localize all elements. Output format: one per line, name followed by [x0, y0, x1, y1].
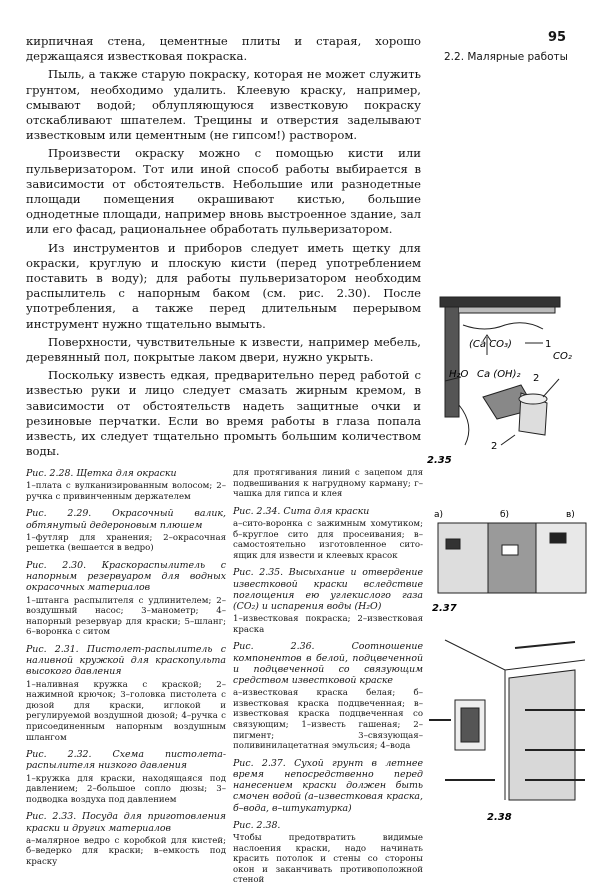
formula-h2o: H₂O: [449, 369, 469, 380]
captions-column-left: [26, 468, 226, 874]
caption-fig-2-30: Рис. 2.30. Краскораспылитель с напорным резервуаром для водных окрасочных материалов 1–штанга распылителя с удлинителем; 2–воздушный насос; 3–манометр; 4–напорный резервуар для краски; 5–шланг; 6–воронка с ситом: [26, 559, 226, 638]
figure-2-35: [425, 285, 595, 470]
caption-fig-2-34: Рис. 2.34. Сита для краски а–сито-воронка с зажимным хомутиком; б–круглое сито для просеивания; в–самостоятельно изготовленное сито-ящик для извести и клеевых красок: [233, 505, 423, 561]
caption-fig-2-28: Рис. 2.28. Щетка для окраски 1–плата с вулканизированным волосом; 2–ручка с привинченным держателем: [26, 468, 226, 502]
panel-c-block: [550, 533, 566, 543]
caption-fig-2-38: Рис. 2.38. Чтобы предотвратить видимые наслоения краски, надо начинать красить потолок и стены со стороны окон и заканчивать противоположной стеной: [233, 819, 423, 886]
arrow-ceiling: [515, 642, 575, 648]
figure-label-2-35: 2.35: [427, 455, 452, 466]
paragraph: Поскольку известь едкая, предварительно перед работой с известью руки и лицо следует смазать жирным кремом, в зависимости от обстоятельств надеть защитные очки и резиновые перчатки. Если во время работы в глаза попала известь, их следует тщательно промыть большим количеством воды.: [26, 368, 421, 459]
panel-label-c: в): [566, 510, 575, 520]
figure-label-2-37: 2.37: [432, 603, 457, 614]
room-drawing: [429, 640, 585, 800]
panel-label-b: б): [500, 510, 510, 520]
panel-a-block: [446, 539, 460, 549]
figure-label-2-38: 2.38: [487, 812, 512, 823]
caption-fig-2-33-cont: для протягивания линий с зацепом для подвешивания к нагрудному карману; г–чашка для гипса и клея: [233, 468, 423, 500]
captions-column-right: [233, 468, 423, 892]
figure-2-38: [425, 630, 595, 825]
panel-label-a: а): [434, 510, 444, 520]
wall-panels: [438, 523, 586, 593]
window-pane: [461, 708, 479, 742]
caption-fig-2-29: Рис. 2.29. Окрасочный валик, обтянутый дедероновым плюшем 1–футляр для хранения; 2–окрасочная решетка (вешается в ведро): [26, 508, 226, 554]
formula-caoh2: Ca (OH)₂: [477, 369, 521, 380]
paragraph: Пыль, а также старую покраску, которая не может служить грунтом, необходимо удалить. Клеевую краску, например, смывают водой; облупляющуюся известковую покраску отскабливают шпателем. Трещины и отверстия заделывают известковым или цементным (не гипсом!) раствором.: [26, 67, 421, 143]
panel-b-wall: [488, 523, 536, 593]
paragraph: Поверхности, чувствительные к извести, например мебель, деревянный пол, покрытые лаком двери, нужно укрыть.: [26, 334, 421, 365]
caption-fig-2-31: Рис. 2.31. Пистолет-распылитель с наливной кружкой для краскопульта высокого давления 1–наливная кружка с краской; 2–нажимной крючок; 3–головка пистолета с дюзой для краски, иглокой и регулируемой воздушной дюзой; 4–ручка с присоединенным напорным воздушным шлангом: [26, 643, 226, 743]
caption-fig-2-33: Рис. 2.33. Посуда для приготовления краски и других материалов а–малярное ведро с коробкой для кистей; б–ведерко для краски; в–емкость под краску: [26, 811, 226, 867]
caption-fig-2-37: Рис. 2.37. Сухой грунт в летнее время непосредственно перед нанесением краски должен быть смочен водой (а–известковая краска, б–вода, в–штукатурка): [233, 757, 423, 814]
formula-co2: CO₂: [553, 351, 572, 362]
page-number: 95: [548, 30, 567, 45]
paragraph: Произвести окраску можно с помощью кисти или пульверизатором. Тот или иной способ работы выбирается в зависимости от обстоятельств. Небольшие или разнодетные площади помещения окрашивают кистью, большие однодетные площади, например вновь выстроенное здание, зал или его фасад, рациональнее обработать пульверизатором.: [26, 146, 421, 237]
body-text: [26, 34, 421, 462]
paint-layer: [459, 307, 555, 313]
wall-edge: [459, 405, 469, 445]
wall-section: [445, 307, 459, 417]
ceiling-slab: [440, 297, 560, 307]
figure-2-37: [430, 505, 595, 615]
marker-1: 1: [545, 339, 552, 350]
caption-fig-2-35: Рис. 2.35. Высыхание и отвердение известковой краски вследствие поглощения ею углекислого газа (CO₂) и испарения воды (H₂O) 1–известковая покраска; 2–известковая краска: [233, 567, 423, 635]
marker-2-bottom: 2: [491, 441, 498, 452]
stick: [543, 379, 559, 397]
section-header: 2.2. Малярные работы: [444, 51, 568, 63]
paragraph: Из инструментов и приборов следует иметь щетку для окраски, круглую и плоскую кисти (перед употреблением поставить в воду); для работы пульверизатором необходим распылитель с напорным баком (см. рис. 2.30). После употребления, а также перед длительным перерывом инструмент нужно тщательно вымыть.: [26, 240, 421, 331]
marker-2-top: 2: [533, 373, 540, 384]
air-curve: [463, 323, 543, 329]
caption-fig-2-32: Рис. 2.32. Схема пистолета-распылителя низкого давления 1–кружка для краски, находящаяся под давлением; 2–большое сопло дюзы; 3–подводка воздуха под давлением: [26, 749, 226, 805]
panel-b-block: [502, 545, 518, 555]
formula-caco3: (Ca CO₃): [469, 339, 512, 350]
caption-fig-2-36: Рис. 2.36. Соотношение компонентов в белой, подцвеченной и подцвеченной со связующим средством известковой краске а–известковая краска белая; б–известковая краска подцвеченная; в–известковая краска подцвеченная со связующим; 1–известь гашеная; 2–пигмент; 3–связующая–поливинилацетатная эмульсия; 4–вода: [233, 641, 423, 752]
leader-line-2: [501, 435, 515, 445]
panel-a-wall: [438, 523, 488, 593]
bucket-rim: [519, 394, 547, 404]
ceiling-line: [445, 640, 585, 670]
paragraph: кирпичная стена, цементные плиты и старая, хорошо держащаяся известковая покраска.: [26, 34, 421, 64]
